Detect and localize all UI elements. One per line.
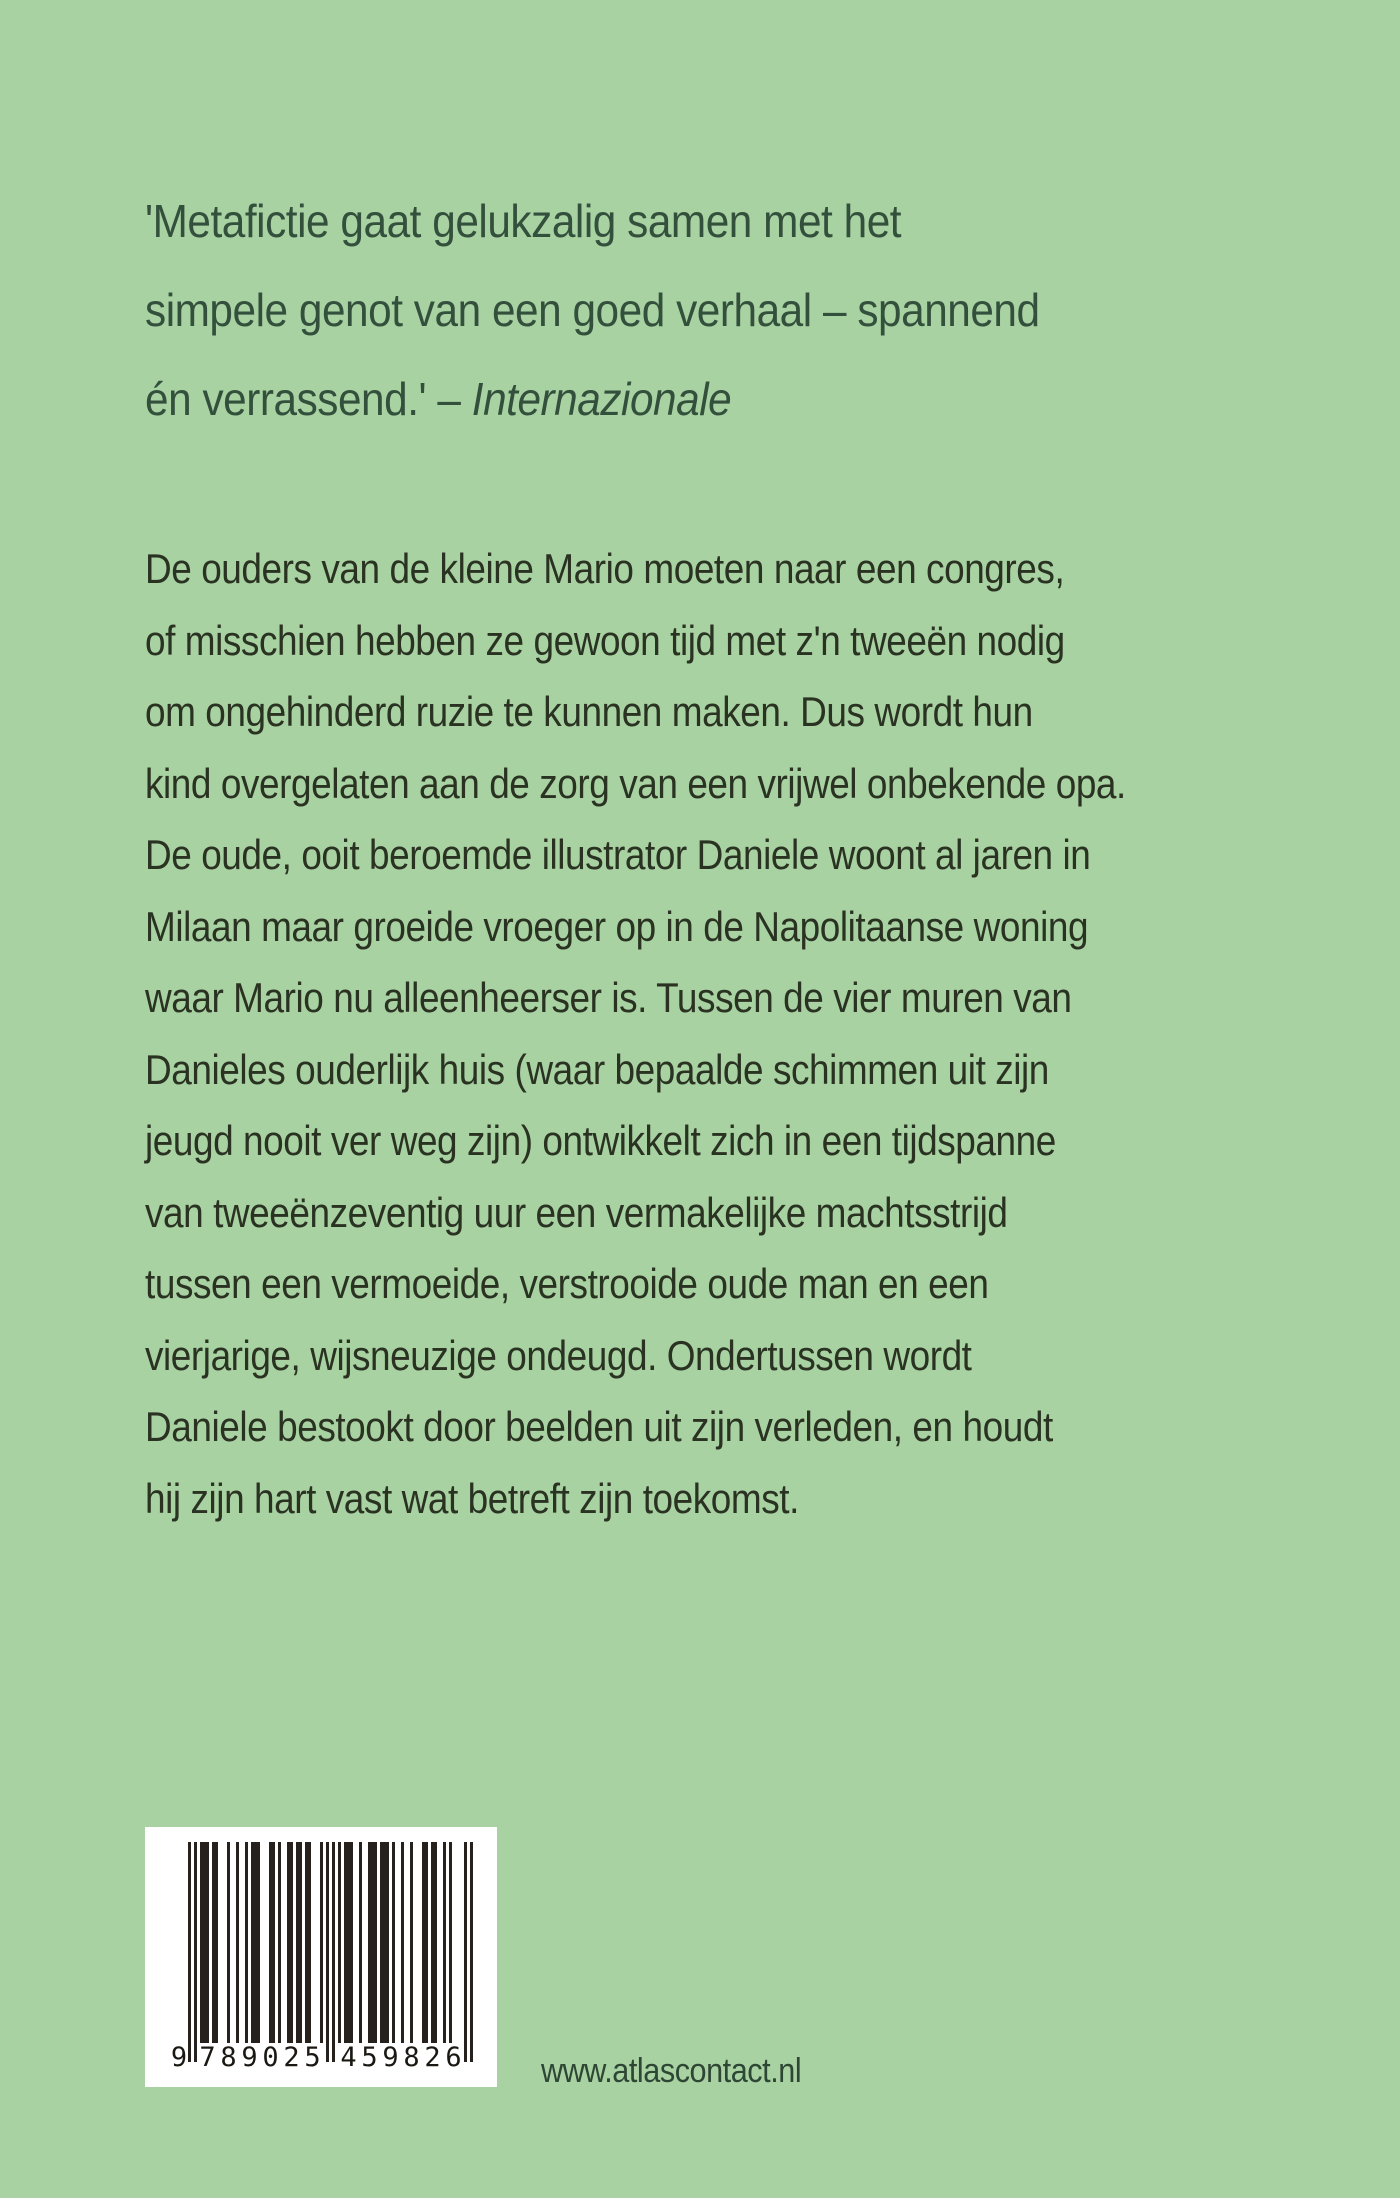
synopsis-line: De oude, ooit beroemde illustrator Daniele woont al jaren in <box>145 831 1091 878</box>
synopsis-line: van tweeënzeventig uur een vermakelijke machtsstrijd <box>145 1188 1008 1236</box>
synopsis-line: tussen een vermoeide, verstrooide oude man en een <box>145 1260 989 1307</box>
publisher-website: www.atlascontact.nl <box>541 2052 802 2090</box>
svg-text:0: 0 <box>262 2042 279 2073</box>
synopsis-line: of misschien hebben ze gewoon tijd met z'n tweeën nodig <box>145 616 1065 664</box>
synopsis-line: waar Mario nu alleenheerser is. Tussen de vier muren van <box>145 974 1072 1021</box>
synopsis-line: Daniele bestookt door beelden uit zijn verleden, en houdt <box>145 1403 1053 1450</box>
svg-text:2: 2 <box>283 2042 300 2073</box>
svg-text:9: 9 <box>170 2042 188 2073</box>
synopsis-line: hij zijn hart vast wat betreft zijn toekomst. <box>145 1474 799 1522</box>
svg-text:7: 7 <box>199 2042 216 2073</box>
synopsis-line: De ouders van de kleine Mario moeten naar een congres, <box>145 545 1065 592</box>
quote-line-text: én verrassend.' – <box>145 373 472 425</box>
svg-text:8: 8 <box>403 2042 420 2073</box>
synopsis-line: vierjarige, wijsneuzige ondeugd. Ondertussen wordt <box>145 1331 972 1379</box>
synopsis <box>145 533 1245 1534</box>
svg-text:2: 2 <box>424 2042 441 2073</box>
svg-text:9: 9 <box>382 2042 399 2073</box>
quote-attribution: Internazionale <box>471 373 732 425</box>
synopsis-line: Danieles ouderlijk huis (waar bepaalde schimmen uit zijn <box>145 1045 1049 1093</box>
synopsis-line: Milaan maar groeide vroeger op in de Napolitaanse woning <box>145 902 1089 950</box>
synopsis-line: om ongehinderd ruzie te kunnen maken. Dus wordt hun <box>145 688 1033 735</box>
quote-line: 'Metafictie gaat gelukzalig samen met het <box>145 195 902 247</box>
review-quote <box>145 177 1295 444</box>
quote-line <box>145 355 1295 444</box>
svg-text:9: 9 <box>241 2042 258 2073</box>
svg-text:8: 8 <box>220 2042 237 2073</box>
synopsis-line: kind overgelaten aan de zorg van een vrijwel onbekende opa. <box>145 759 1126 807</box>
svg-text:5: 5 <box>304 2042 321 2073</box>
quote-line: simpele genot van een goed verhaal – spannend <box>145 284 1040 336</box>
svg-text:6: 6 <box>445 2042 462 2073</box>
svg-text:4: 4 <box>340 2042 357 2073</box>
isbn-barcode <box>145 1827 497 2087</box>
barcode-graphic <box>145 1827 497 2087</box>
synopsis-line: jeugd nooit ver weg zijn) ontwikkelt zich in een tijdspanne <box>145 1117 1056 1164</box>
svg-text:5: 5 <box>361 2042 378 2073</box>
